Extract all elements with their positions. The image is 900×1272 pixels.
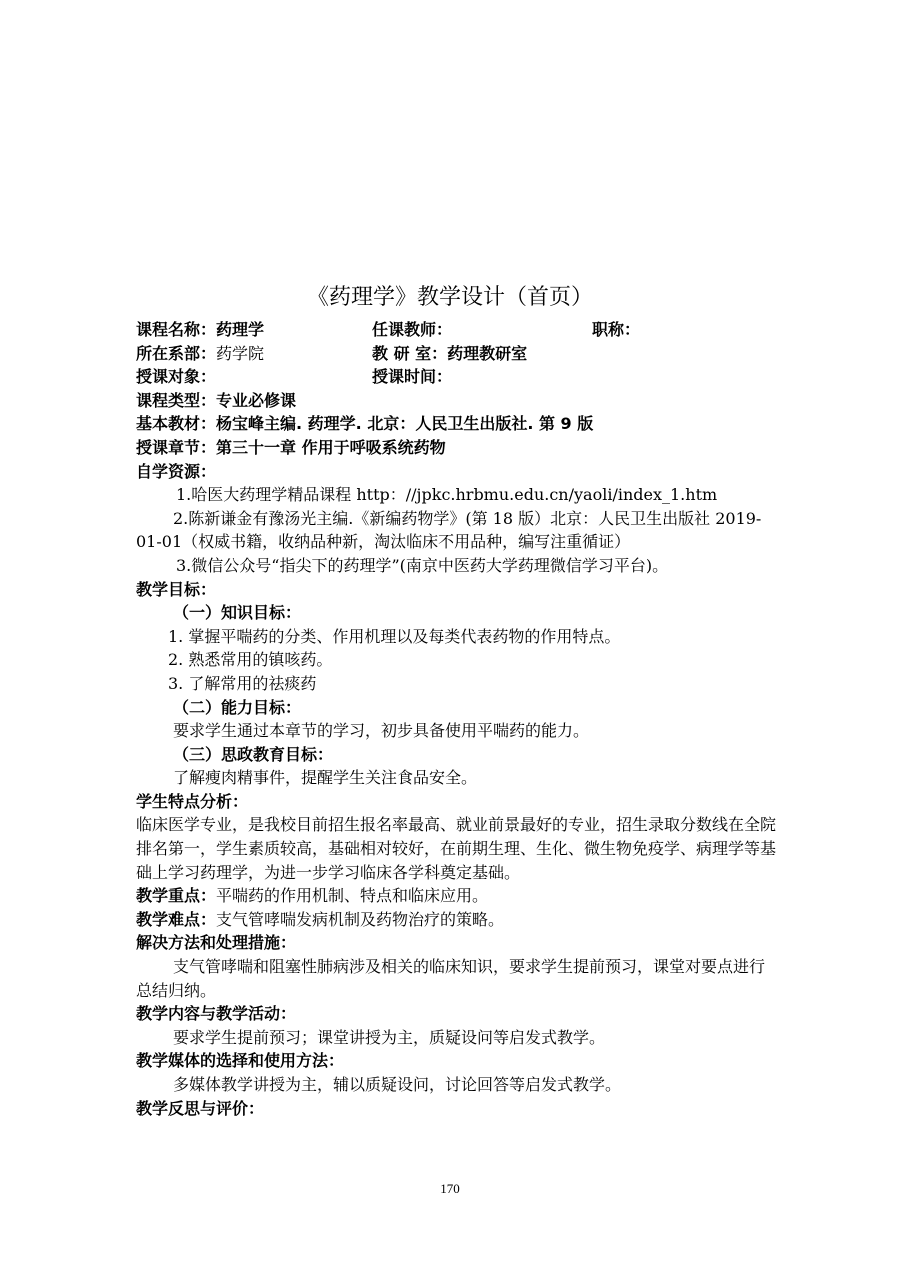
course-type-row [136, 389, 776, 413]
activities-heading: 教学内容与教学活动： [136, 1004, 297, 1024]
chapter-label: 授课章节： [136, 437, 217, 457]
difficulty-text: 支气管哮喘发病机制及药物治疗的策略。 [216, 909, 505, 929]
resource-item: 1.哈医大药理学精品课程 http：//jpkc.hrbmu.edu.cn/yaoli/index_1.htm [176, 485, 718, 505]
textbook-label: 基本教材： [136, 414, 217, 434]
focus-row [136, 884, 776, 908]
chapter-value: 第三十一章 作用于呼吸系统药物 [216, 437, 446, 457]
textbook-value: 杨宝峰主编. 药理学. 北京：人民卫生出版社. 第 9 版 [216, 414, 594, 434]
course-name-label: 课程名称： [136, 320, 217, 339]
rank-label: 职称： [592, 320, 641, 339]
reflection-heading: 教学反思与评价： [136, 1098, 265, 1118]
ability-objective-heading: （二）能力目标： [173, 697, 302, 717]
methods-heading: 解决方法和处理措施： [136, 933, 297, 953]
difficulty-row [136, 908, 776, 932]
difficulty-label: 教学难点： [136, 909, 217, 929]
media-text: 多媒体教学讲授为主，辅以质疑设问，讨论回答等启发式教学。 [173, 1075, 622, 1094]
objectives-heading: 教学目标： [136, 579, 217, 599]
office-label: 教 研 室： [372, 343, 448, 363]
knowledge-item: 2. 熟悉常用的镇咳药。 [168, 650, 333, 670]
page-title: 《药理学》教学设计（首页） [306, 285, 593, 310]
office-value: 药理教研室 [447, 343, 528, 363]
textbook-row [136, 412, 776, 436]
resources-heading: 自学资源： [136, 461, 217, 481]
teacher-label: 任课教师： [372, 320, 453, 339]
chapter-row [136, 436, 776, 460]
focus-text: 平喘药的作用机制、特点和临床应用。 [216, 886, 489, 906]
audience-row [136, 365, 776, 389]
dept-value: 药学院 [216, 343, 265, 363]
methods-text: 支气管哮喘和阻塞性肺病涉及相关的临床知识，要求学生提前预习，课堂对要点进行总结归纳。 [136, 957, 766, 1000]
media-heading: 教学媒体的选择和使用方法： [136, 1051, 345, 1071]
dept-info-row [136, 342, 776, 366]
course-type-label: 课程类型： [136, 390, 217, 410]
course-name-value: 药理学 [216, 320, 265, 339]
knowledge-objective-heading: （一）知识目标： [173, 603, 302, 623]
students-heading: 学生特点分析： [136, 791, 249, 811]
time-label: 授课时间： [372, 367, 453, 387]
course-info-row [136, 318, 776, 342]
resource-item: 3.微信公众号“指尖下的药理学”(南京中医药大学药理微信学习平台)。 [176, 555, 669, 575]
activities-text: 要求学生提前预习；课堂讲授为主，质疑设问等启发式教学。 [173, 1027, 606, 1047]
ideology-objective-heading: （三）思政教育目标： [173, 744, 334, 764]
students-text: 临床医学专业，是我校目前招生报名率最高、就业前景最好的专业，招生录取分数线在全院排名第一，学生素质较高，基础相对较好，在前期生理、生化、微生物免疫学、病理学等基础上学习药理学，为进一步学习临床各学科奠定基础。 [136, 815, 777, 882]
course-type-value: 专业必修课 [216, 390, 297, 410]
page-number: 170 [440, 1181, 460, 1196]
document-body [136, 318, 776, 1120]
knowledge-item: 1. 掌握平喘药的分类、作用机理以及每类代表药物的作用特点。 [168, 626, 621, 646]
focus-label: 教学重点： [136, 886, 217, 906]
ability-objective-text: 要求学生通过本章节的学习，初步具备使用平喘药的能力。 [173, 721, 590, 741]
dept-label: 所在系部： [136, 343, 217, 363]
ideology-objective-text: 了解瘦肉精事件，提醒学生关注食品安全。 [173, 768, 478, 788]
knowledge-item: 3. 了解常用的祛痰药 [168, 673, 317, 693]
resource-item: 2.陈新谦金有豫汤光主编.《新编药物学》(第 18 版）北京：人民卫生出版社 2019-01-01（权威书籍，收纳品种新，淘汰临床不用品种，编写注重循证） [136, 508, 762, 552]
audience-label: 授课对象： [136, 367, 217, 387]
